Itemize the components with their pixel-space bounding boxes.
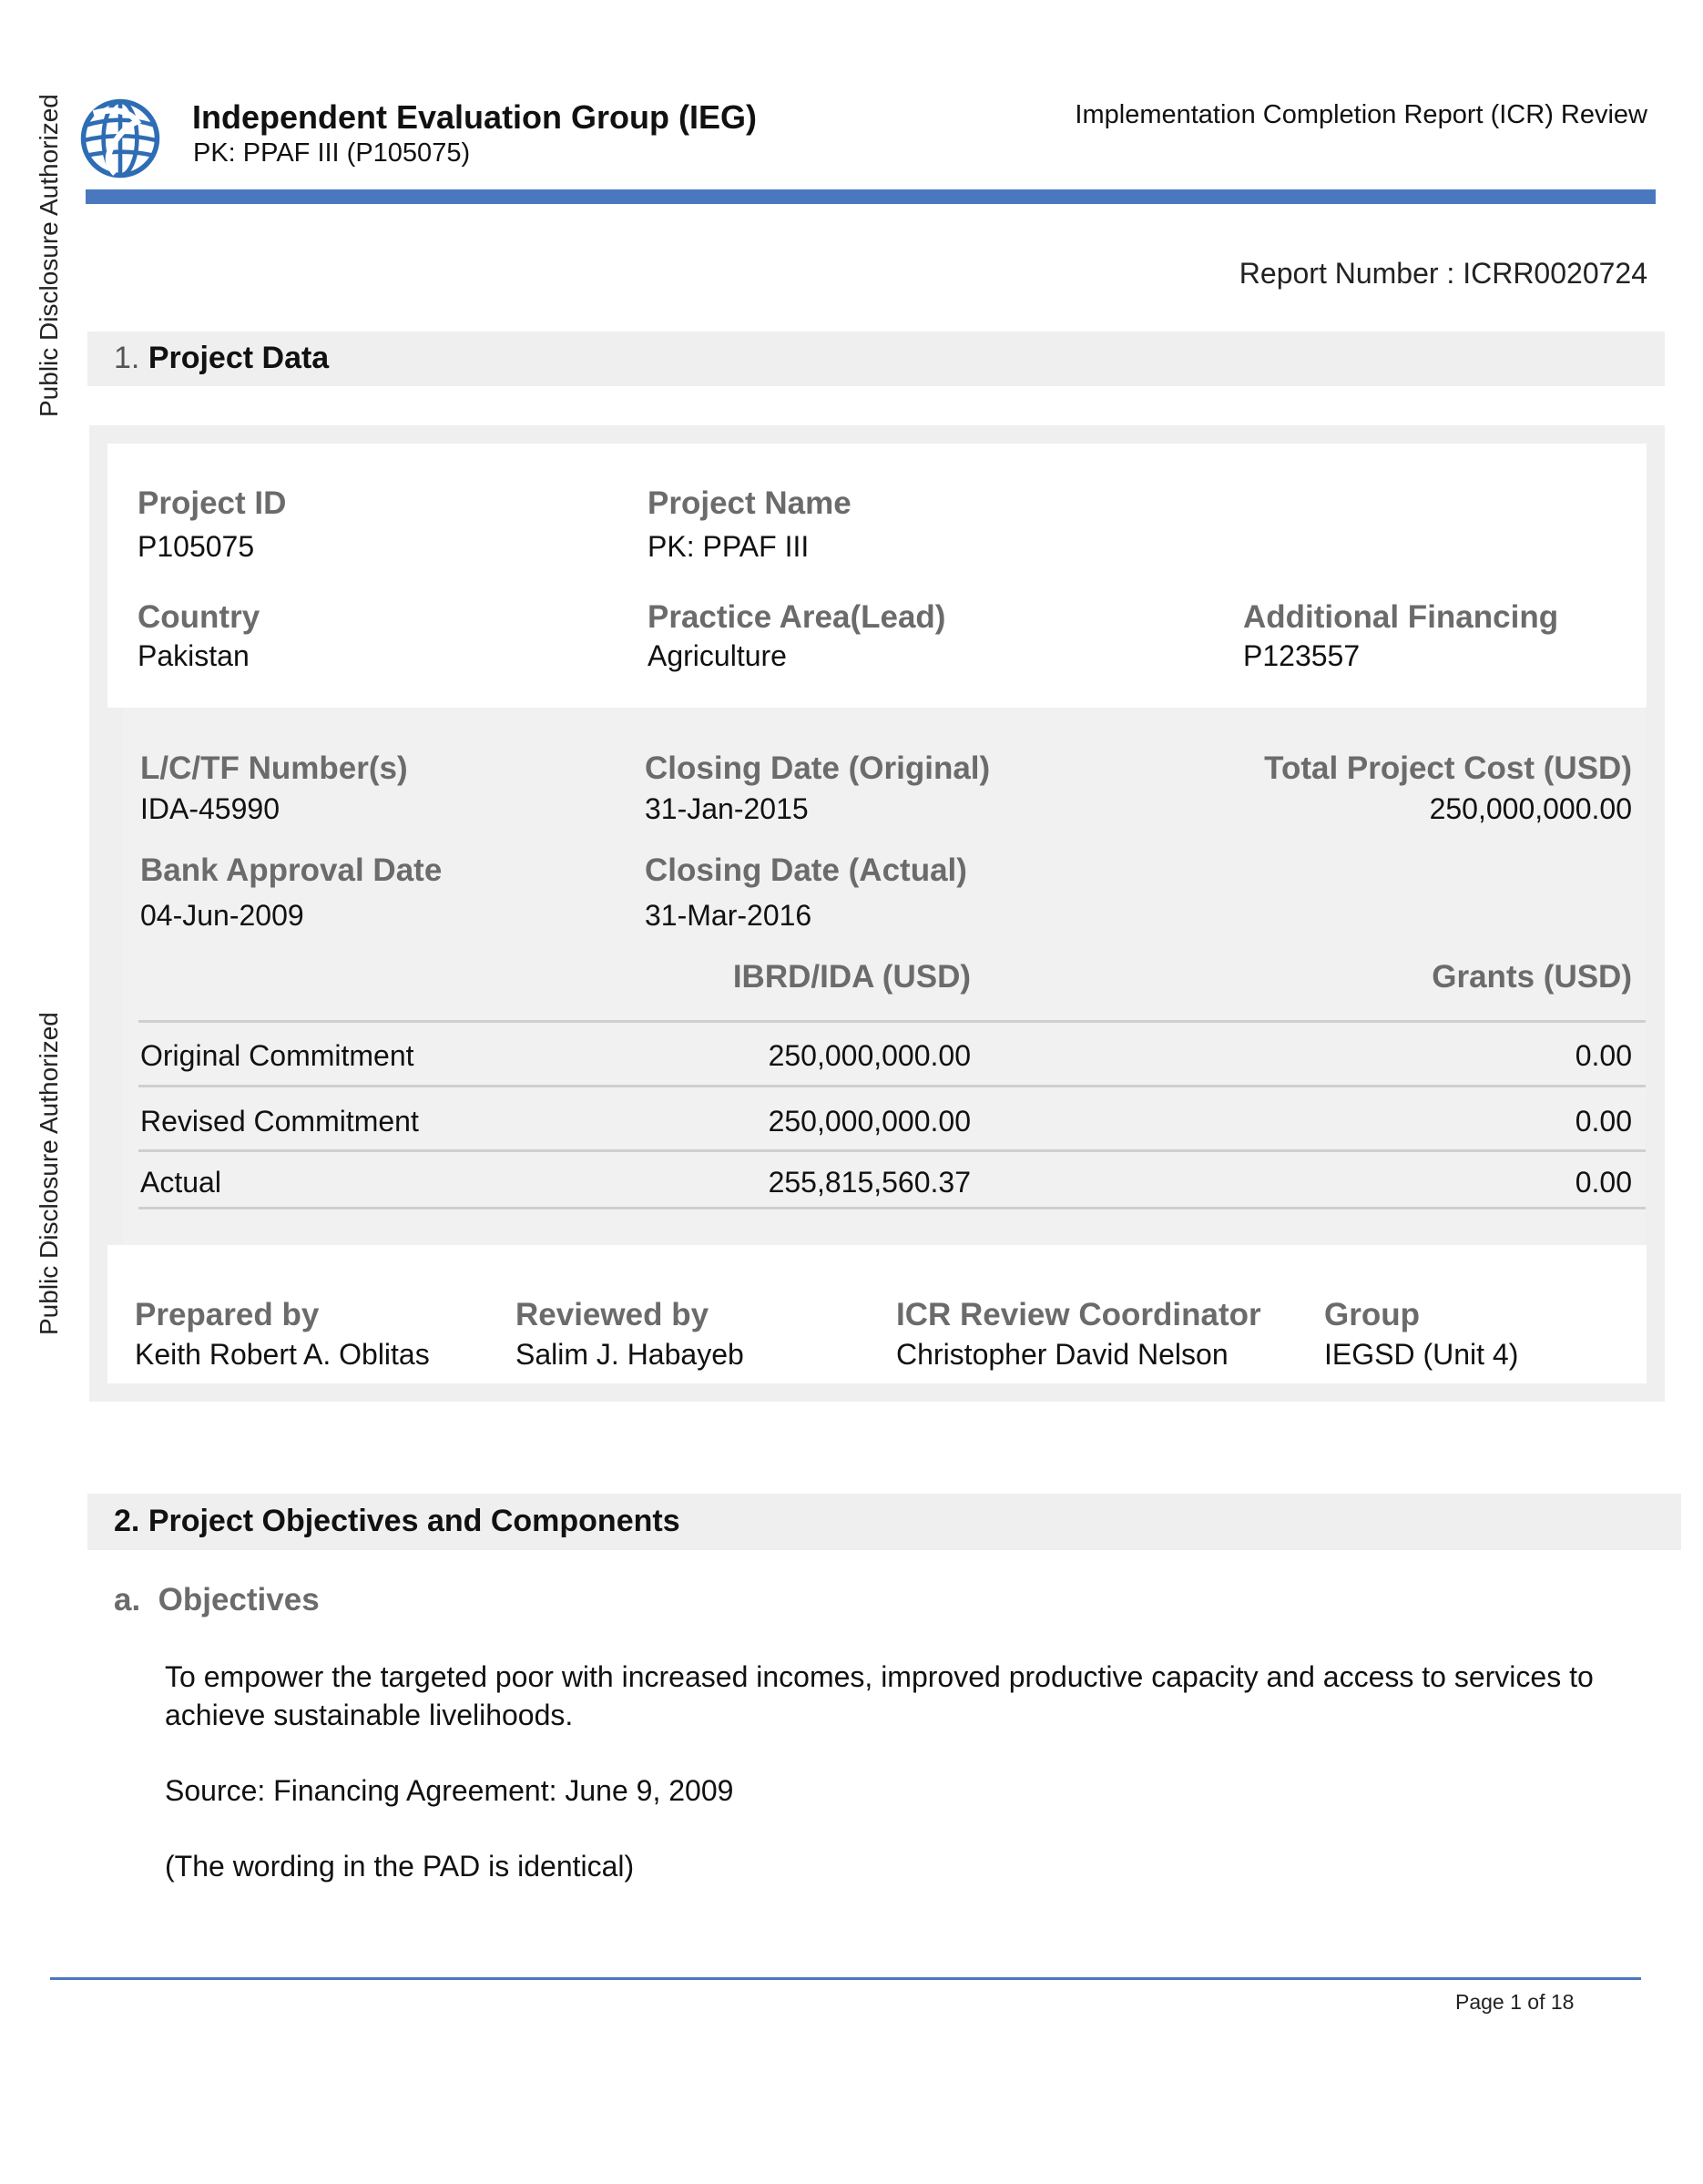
section-1-number: 1. (114, 341, 140, 375)
project-name-label: Project Name (648, 485, 852, 521)
row-actual-grants: 0.00 (1575, 1166, 1632, 1199)
report-type: Implementation Completion Report (ICR) Review (1075, 100, 1647, 129)
row-original-ibrd: 250,000,000.00 (768, 1039, 971, 1072)
side-disclosure-label-bottom: Public Disclosure Authorized (35, 1012, 63, 1335)
approval-date-value: 04-Jun-2009 (140, 899, 304, 932)
additional-financing-label: Additional Financing (1243, 599, 1559, 635)
reviewed-by-label: Reviewed by (515, 1297, 709, 1332)
practice-area-value: Agriculture (648, 639, 787, 672)
total-cost-label: Total Project Cost (USD) (1264, 750, 1632, 786)
country-label: Country (138, 599, 260, 635)
row-original-grants: 0.00 (1575, 1039, 1632, 1072)
project-name-value: PK: PPAF III (648, 530, 810, 563)
world-bank-globe-logo-icon (78, 97, 162, 180)
table-rule (138, 1207, 1646, 1209)
report-number: Report Number : ICRR0020724 (1239, 257, 1647, 290)
section-2-number: 2. (114, 1504, 140, 1538)
table-rule (138, 1085, 1646, 1087)
group-label: Group (1324, 1297, 1420, 1332)
footer-rule (50, 1977, 1641, 1980)
table-rule (138, 1149, 1646, 1152)
reviewed-by-value: Salim J. Habayeb (515, 1338, 744, 1371)
header-accent-bar (86, 189, 1656, 204)
objective-text: To empower the targeted poor with increased incomes, improved productive capacity and access to services to achieve sustainable livelihoods. (165, 1660, 1594, 1731)
practice-area-label: Practice Area(Lead) (648, 599, 946, 635)
row-revised-label: Revised Commitment (140, 1105, 419, 1138)
row-revised-ibrd: 250,000,000.00 (768, 1105, 971, 1138)
section-1-title (114, 341, 329, 376)
side-disclosure-label-top: Public Disclosure Authorized (35, 94, 63, 417)
closing-actual-value: 31-Mar-2016 (645, 899, 812, 932)
closing-original-label: Closing Date (Original) (645, 750, 991, 786)
approval-date-label: Bank Approval Date (140, 852, 443, 888)
closing-actual-label: Closing Date (Actual) (645, 852, 967, 888)
row-original-label: Original Commitment (140, 1039, 414, 1072)
country-value: Pakistan (138, 639, 250, 672)
org-title: Independent Evaluation Group (IEG) (192, 98, 758, 136)
closing-original-value: 31-Jan-2015 (645, 792, 809, 825)
col-header-grants: Grants (USD) (1432, 959, 1632, 995)
table-rule (138, 1020, 1646, 1023)
objective-note: (The wording in the PAD is identical) (165, 1850, 635, 1883)
coordinator-label: ICR Review Coordinator (896, 1297, 1261, 1332)
section-1-title-text: Project Data (148, 341, 330, 375)
col-header-ibrd: IBRD/IDA (USD) (732, 959, 971, 995)
prepared-by-label: Prepared by (135, 1297, 320, 1332)
row-actual-ibrd: 255,815,560.37 (768, 1166, 971, 1199)
section-2-title (114, 1504, 680, 1539)
lctf-value: IDA-45990 (140, 792, 280, 825)
row-actual-label: Actual (140, 1166, 221, 1199)
lctf-label: L/C/TF Number(s) (140, 750, 408, 786)
prepared-by-value: Keith Robert A. Oblitas (135, 1338, 430, 1371)
additional-financing-value: P123557 (1243, 639, 1361, 672)
project-id-value: P105075 (138, 530, 255, 563)
row-revised-grants: 0.00 (1575, 1105, 1632, 1138)
objective-source: Source: Financing Agreement: June 9, 2009 (165, 1774, 734, 1807)
section-2-title-text: Project Objectives and Components (148, 1504, 680, 1538)
objectives-subheading: a. Objectives (114, 1582, 320, 1618)
project-reference: PK: PPAF III (P105075) (193, 138, 471, 168)
coordinator-value: Christopher David Nelson (896, 1338, 1229, 1371)
page-number: Page 1 of 18 (1455, 1990, 1575, 2014)
group-value: IEGSD (Unit 4) (1324, 1338, 1519, 1371)
project-data-top-panel (107, 444, 1647, 708)
project-id-label: Project ID (138, 485, 287, 521)
total-cost-value: 250,000,000.00 (1429, 792, 1632, 825)
